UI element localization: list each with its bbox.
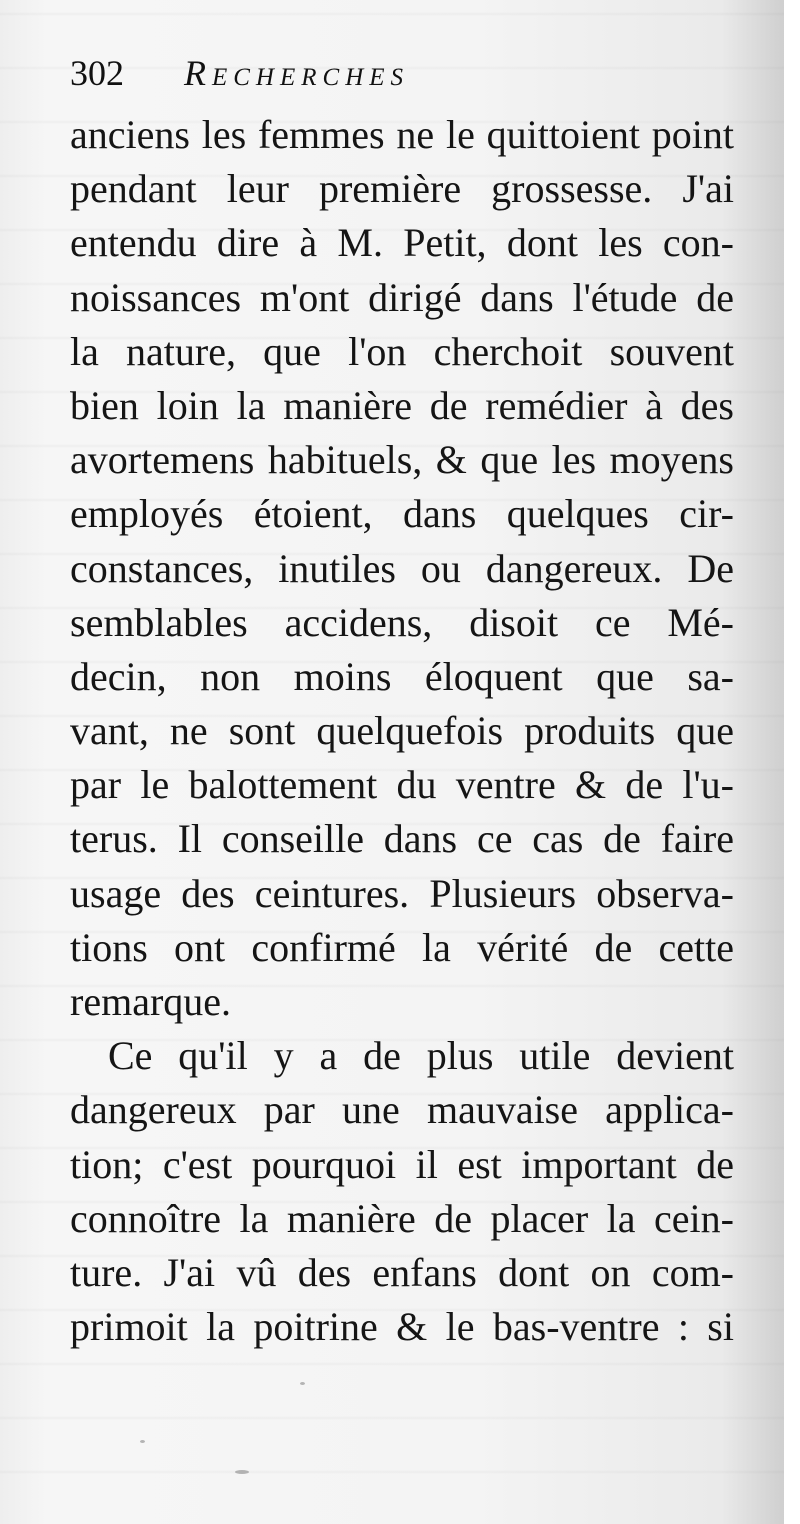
text-line: terus. Il conseille dans ce cas de faire — [70, 816, 734, 862]
text-line: decin, non moins éloquent que sa- — [70, 653, 734, 699]
text-line: tion; c'est pourquoi il est important de — [70, 1141, 734, 1187]
body-text — [70, 108, 734, 1354]
text-line: avortemens habituels, & que les moyens — [70, 437, 734, 483]
page-number: 302 — [70, 53, 124, 93]
text-line: entendu dire à M. Petit, dont les con- — [70, 220, 734, 266]
text-line: employés étoient, dans quelques cir- — [70, 491, 734, 537]
page-header — [70, 52, 409, 102]
text-line: vant, ne sont quelquefois produits que — [70, 708, 734, 754]
text-line: usage des ceintures. Plusieurs observa- — [70, 870, 734, 916]
text-line: par le balottement du ventre & de l'u- — [70, 762, 734, 808]
paragraph-start-line: Ce qu'il y a de plus utile devient — [108, 1033, 734, 1079]
paper-speck — [300, 1382, 305, 1385]
text-line: pendant leur première grossesse. J'ai — [70, 166, 734, 212]
text-line: ture. J'ai vû des enfans dont on com- — [70, 1249, 734, 1295]
running-title: Recherches — [184, 53, 410, 93]
paper-speck — [235, 1470, 249, 1474]
text-line: la nature, que l'on cherchoit souvent — [70, 328, 734, 374]
text-line: dangereux par une mauvaise applica- — [70, 1087, 734, 1133]
text-line: connoître la manière de placer la cein- — [70, 1195, 734, 1241]
paragraph-end-line: remarque. — [70, 979, 232, 1024]
text-line: noissances m'ont dirigé dans l'étude de — [70, 274, 734, 320]
text-line: anciens les femmes ne le quittoient point — [70, 112, 734, 157]
text-line: bien loin la manière de remédier à des — [70, 382, 734, 428]
text-line: constances, inutiles ou dangereux. De — [70, 545, 734, 591]
text-line: primoit la poitrine & le bas-ventre : si — [70, 1304, 734, 1350]
text-line: semblables accidens, disoit ce Mé- — [70, 599, 734, 645]
paper-speck — [140, 1440, 145, 1443]
text-line: tions ont confirmé la vérité de cette — [70, 924, 734, 970]
